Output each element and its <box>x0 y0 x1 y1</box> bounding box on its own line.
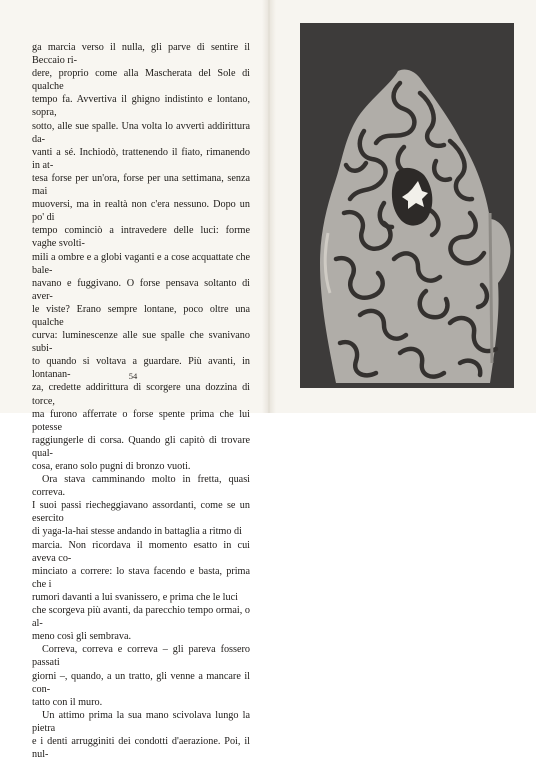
left-page <box>0 0 266 761</box>
body-text <box>32 41 250 761</box>
text-line: di yaga-la-hai stesse andando in battaglia a ritmo di <box>32 526 242 538</box>
text-line: meno così gli sembrava. <box>32 631 132 643</box>
text-line: marcia. Non ricordava il momento esatto in cui aveva co- <box>32 539 250 564</box>
text-line: cosa, erano solo pugni di bronzo vuoti. <box>32 461 191 472</box>
text-line: raggiungerle di corsa. Quando gli capitò di trovare qual- <box>32 434 250 459</box>
text-line: e i denti arrugginiti dei condotti d'aerazione. Poi, il nul- <box>32 735 250 761</box>
text-line: to quando si voltava a guardare. Più avanti, in lontanan- <box>32 356 250 381</box>
text-line: le viste? Erano sempre lontane, poco oltre una qualche <box>32 303 250 328</box>
text-line: za, credette addirittura di scorgere una dozzina di torce, <box>32 382 250 407</box>
text-line: tatto con il muro. <box>32 696 103 708</box>
text-line: navano e fuggivano. O forse pensava soltanto di aver- <box>32 277 250 302</box>
text-line: Correva, correva e correva – gli pareva fossero passati <box>32 644 250 669</box>
text-line: minciato a correre: lo stava facendo e basta, prima che i <box>32 565 250 590</box>
text-line: vanti a sé. Inchiodò, trattenendo il fiato, rimanendo in at- <box>32 146 250 171</box>
text-line: curva: luminescenze alle sue spalle che svanivano subi- <box>32 330 250 355</box>
text-line: ga marcia verso il nulla, gli parve di sentire il Beccaio ri- <box>32 42 250 67</box>
staff <box>490 213 492 363</box>
book-gutter <box>262 0 276 413</box>
text-line: I suoi passi riecheggiavano assordanti, come se un esercito <box>32 500 250 525</box>
text-line: sotto, alle sue spalle. Una volta lo avvertì addirittura da- <box>32 120 250 145</box>
text-line: che scorgeva più avanti, da parecchio tempo ormai, o al- <box>32 605 250 630</box>
text-line: mili a ombre e a globi vaganti e a cose acquattate che bale- <box>32 251 250 276</box>
text-line: rumori davanti a lui svanissero, e prima che le luci <box>32 591 238 603</box>
text-line: tesa forse per un'ora, forse per una settimana, senza mai <box>32 172 250 198</box>
illustration <box>300 23 514 388</box>
page-number: 54 <box>128 371 138 381</box>
text-line: tempo fa. Avvertiva il ghigno indistinto e lontano, sopra, <box>32 94 250 119</box>
text-line: Ora stava camminando molto in fretta, quasi correva. <box>32 474 250 499</box>
illustration-svg <box>300 23 514 388</box>
text-line: muoversi, ma in realtà non c'era nessuno. Dopo un po' di <box>32 199 250 224</box>
text-line: giorni –, quando, a un tratto, gli venne a mancare il con- <box>32 670 250 695</box>
text-line: tempo cominciò a intravedere delle luci: forme vaghe svolti- <box>32 225 250 250</box>
text-line: ma furono afferrate o forse spente prima che lui potesse <box>32 408 250 433</box>
text-line: dere, proprio come alla Mascherata del Sole di qualche <box>32 68 250 93</box>
text-line: Un attimo prima la sua mano scivolava lungo la pietra <box>32 709 250 734</box>
